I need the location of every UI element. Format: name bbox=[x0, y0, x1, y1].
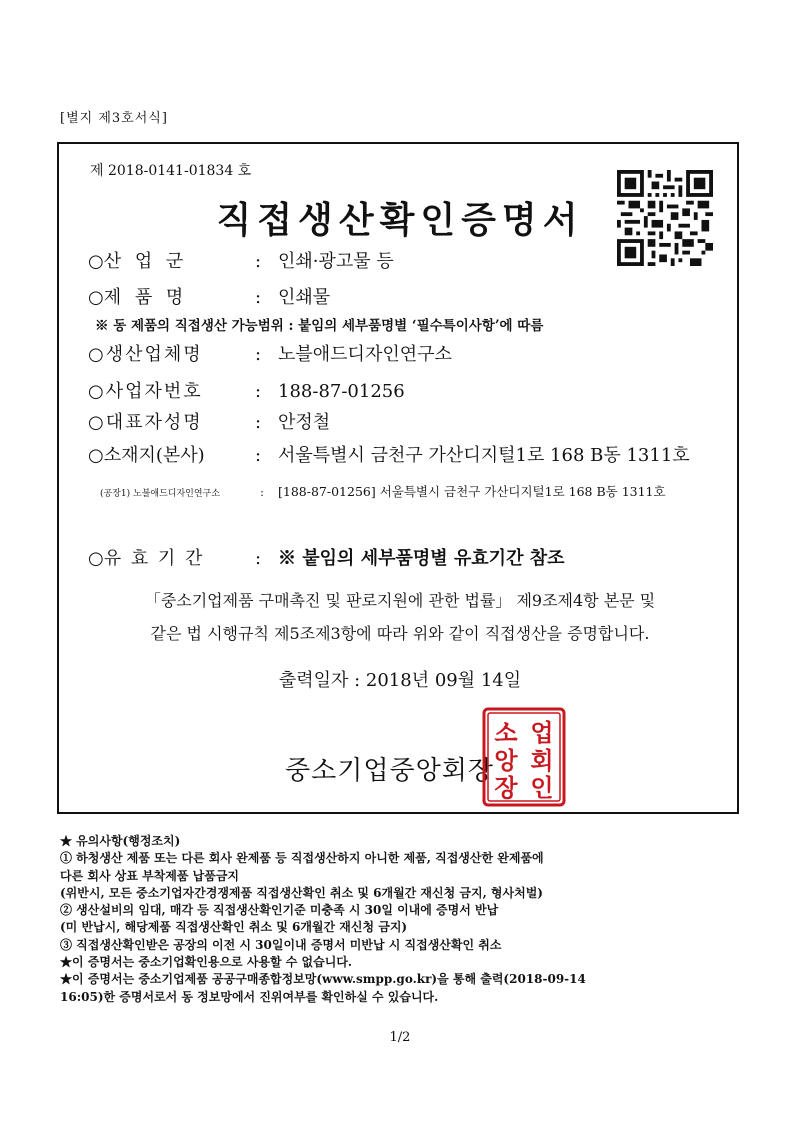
field-colon: : bbox=[254, 344, 262, 365]
note-line: ① 하청생산 제품 또는 다른 회사 완제품 등 직접생산하지 아니한 제품, 직접생산한 완제품에 bbox=[60, 851, 544, 866]
field-validity bbox=[88, 544, 565, 570]
issuer-name: 중소기업중앙회장 bbox=[285, 756, 494, 786]
field-value: 인쇄물 bbox=[278, 287, 331, 308]
svg-text:업: 업 bbox=[530, 719, 554, 747]
print-date: 출력일자 : 2018년 09월 14일 bbox=[278, 670, 522, 691]
svg-text:소: 소 bbox=[494, 719, 518, 747]
field-label: ○대표자성명 bbox=[88, 412, 203, 433]
field-label: ○사업자번호 bbox=[88, 381, 203, 402]
field-product bbox=[88, 283, 330, 309]
factory-value: [188-87-01256] 서울특별시 금천구 가산디지털1로 168 B동 1311호 bbox=[278, 484, 666, 499]
form-number: [별지 제3호서식] bbox=[60, 111, 168, 126]
field-business-number bbox=[88, 377, 405, 403]
field-value: 인쇄·광고물 등 bbox=[278, 251, 394, 272]
field-company bbox=[88, 340, 452, 366]
field-address bbox=[88, 441, 690, 467]
field-representative bbox=[88, 408, 330, 434]
field-colon: : bbox=[254, 251, 262, 272]
notes-section bbox=[60, 833, 750, 1006]
note-line: ★ 유의사항(행정조치) bbox=[60, 834, 181, 848]
svg-text:인: 인 bbox=[530, 774, 554, 802]
note-line: ③ 직접생산확인받은 공장의 이전 시 30일이내 증명서 미반납 시 직접생산확인 취소 bbox=[60, 937, 502, 952]
certificate-number: 제 2018-0141-01834 호 bbox=[90, 163, 252, 179]
field-colon: : bbox=[254, 548, 262, 569]
field-colon: : bbox=[254, 287, 262, 308]
statement-line: 「중소기업제품 구매촉진 및 판로지원에 관한 법률」 제9조제4항 본문 및 bbox=[144, 591, 656, 610]
factory-colon: : bbox=[260, 486, 264, 499]
field-label: ○생산업체명 bbox=[88, 344, 203, 365]
page-number: 1/2 bbox=[389, 1030, 411, 1045]
note-line: ★이 증명서는 중소기업확인용으로 사용할 수 없습니다. bbox=[60, 955, 353, 970]
field-value: ※ 붙임의 세부품명별 유효기간 참조 bbox=[278, 548, 565, 569]
field-colon: : bbox=[254, 412, 262, 433]
factory-row bbox=[100, 482, 666, 500]
field-value: 188-87-01256 bbox=[278, 381, 405, 402]
field-colon: : bbox=[254, 381, 262, 402]
field-label: ○제 품 명 bbox=[88, 287, 184, 308]
field-value: 노블애드디자인연구소 bbox=[278, 344, 452, 365]
svg-text:회: 회 bbox=[530, 747, 554, 775]
field-label: ○소재지(본사) bbox=[88, 445, 205, 466]
document-title: 직접생산확인증명서 bbox=[216, 200, 584, 241]
official-seal-icon bbox=[482, 707, 566, 807]
field-value: 서울특별시 금천구 가산디지털1로 168 B동 1311호 bbox=[278, 445, 690, 466]
statement-line: 같은 법 시행규칙 제5조제3항에 따라 위와 같이 직접생산을 증명합니다. bbox=[150, 624, 650, 643]
note-line: ★이 증명서는 중소기업제품 공공구매종합정보망(www.smpp.go.kr)을 통해 출력(2018-09-14 bbox=[60, 972, 586, 987]
field-industry bbox=[88, 247, 394, 273]
field-label: ○유 효 기 간 bbox=[88, 548, 203, 569]
svg-text:앙: 앙 bbox=[494, 747, 518, 775]
field-value: 안정철 bbox=[278, 412, 331, 433]
note-line: ② 생산설비의 임대, 매각 등 직접생산확인기준 미충족 시 30일 이내에 증명서 반납 bbox=[60, 903, 499, 918]
svg-text:장: 장 bbox=[494, 774, 518, 802]
note-line: 다른 회사 상표 부착제품 납품금지 bbox=[60, 868, 240, 883]
field-colon: : bbox=[254, 445, 262, 466]
note-line: 16:05)한 증명서로서 동 정보망에서 진위여부를 확인하실 수 있습니다. bbox=[60, 989, 439, 1004]
scope-note: ※ 동 제품의 직접생산 가능범위 : 붙임의 세부품명별 ‘필수특이사항’에 따름 bbox=[95, 318, 544, 334]
note-line: (미 반납시, 해당제품 직접생산확인 취소 및 6개월간 재신청 금지) bbox=[60, 920, 408, 935]
note-line: (위반시, 모든 중소기업자간경쟁제품 직접생산확인 취소 및 6개월간 재신청 금지, 형사처벌) bbox=[60, 885, 543, 900]
field-label: ○산 업 군 bbox=[88, 251, 184, 272]
factory-label: (공장1) 노블애드디자인연구소 bbox=[100, 489, 220, 499]
